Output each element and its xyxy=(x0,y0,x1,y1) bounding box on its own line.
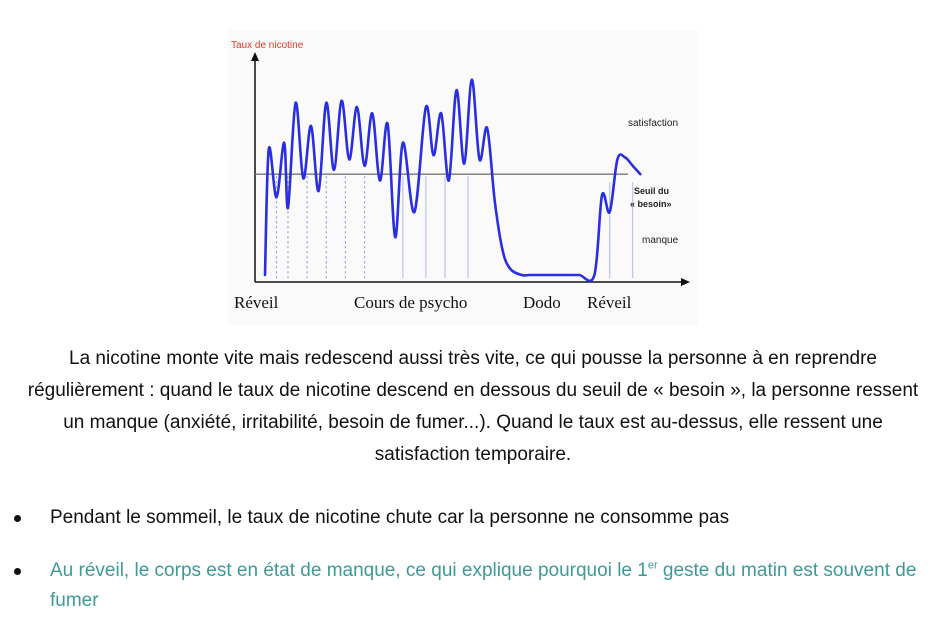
bullet-morning-text-pre: Au réveil, le corps est en état de manque, ce qui explique pourquoi le 1 xyxy=(50,560,648,581)
threshold-label-1: Seuil du xyxy=(634,186,670,196)
y-axis-arrow xyxy=(251,52,259,61)
x-tick-label-reveil-1: Réveil xyxy=(234,293,279,312)
manque-label: manque xyxy=(642,235,679,246)
x-axis-arrow xyxy=(681,278,690,286)
bullet-dot xyxy=(14,568,21,575)
nicotine-chart xyxy=(228,30,698,325)
nicotine-curve xyxy=(265,80,640,281)
bullet-morning-text-post: geste du matin est souvent de fumer xyxy=(50,560,917,611)
bullet-sleep-text: Pendant le sommeil, le taux de nicotine chute car la personne ne consomme pas xyxy=(50,507,730,528)
superscript-er: er xyxy=(647,559,658,572)
x-tick-label-reveil-2: Réveil xyxy=(587,293,632,312)
threshold-label-2: « besoin» xyxy=(630,199,672,209)
y-axis-title: Taux de nicotine xyxy=(231,40,304,51)
x-tick-label-cours: Cours de psycho xyxy=(354,293,468,312)
satisfaction-label: satisfaction xyxy=(628,118,679,129)
chart-svg xyxy=(228,30,698,325)
dotted-dip-lines xyxy=(276,176,632,278)
bullet-dot xyxy=(14,515,21,522)
explanation-paragraph: La nicotine monte vite mais redescend aussi très vite, ce qui pousse la personne à en reprendre régulièrement : quand le taux de nicotine descend en dessous du seuil de « besoin », la personne ressent un manque (anxiété, irritabilité, besoin de fumer...). Quand le taux est au-dessus, elle ressent une satisfaction temporaire. xyxy=(27,348,919,465)
bullet-morning-text xyxy=(50,556,930,616)
x-tick-label-dodo: Dodo xyxy=(523,293,561,312)
